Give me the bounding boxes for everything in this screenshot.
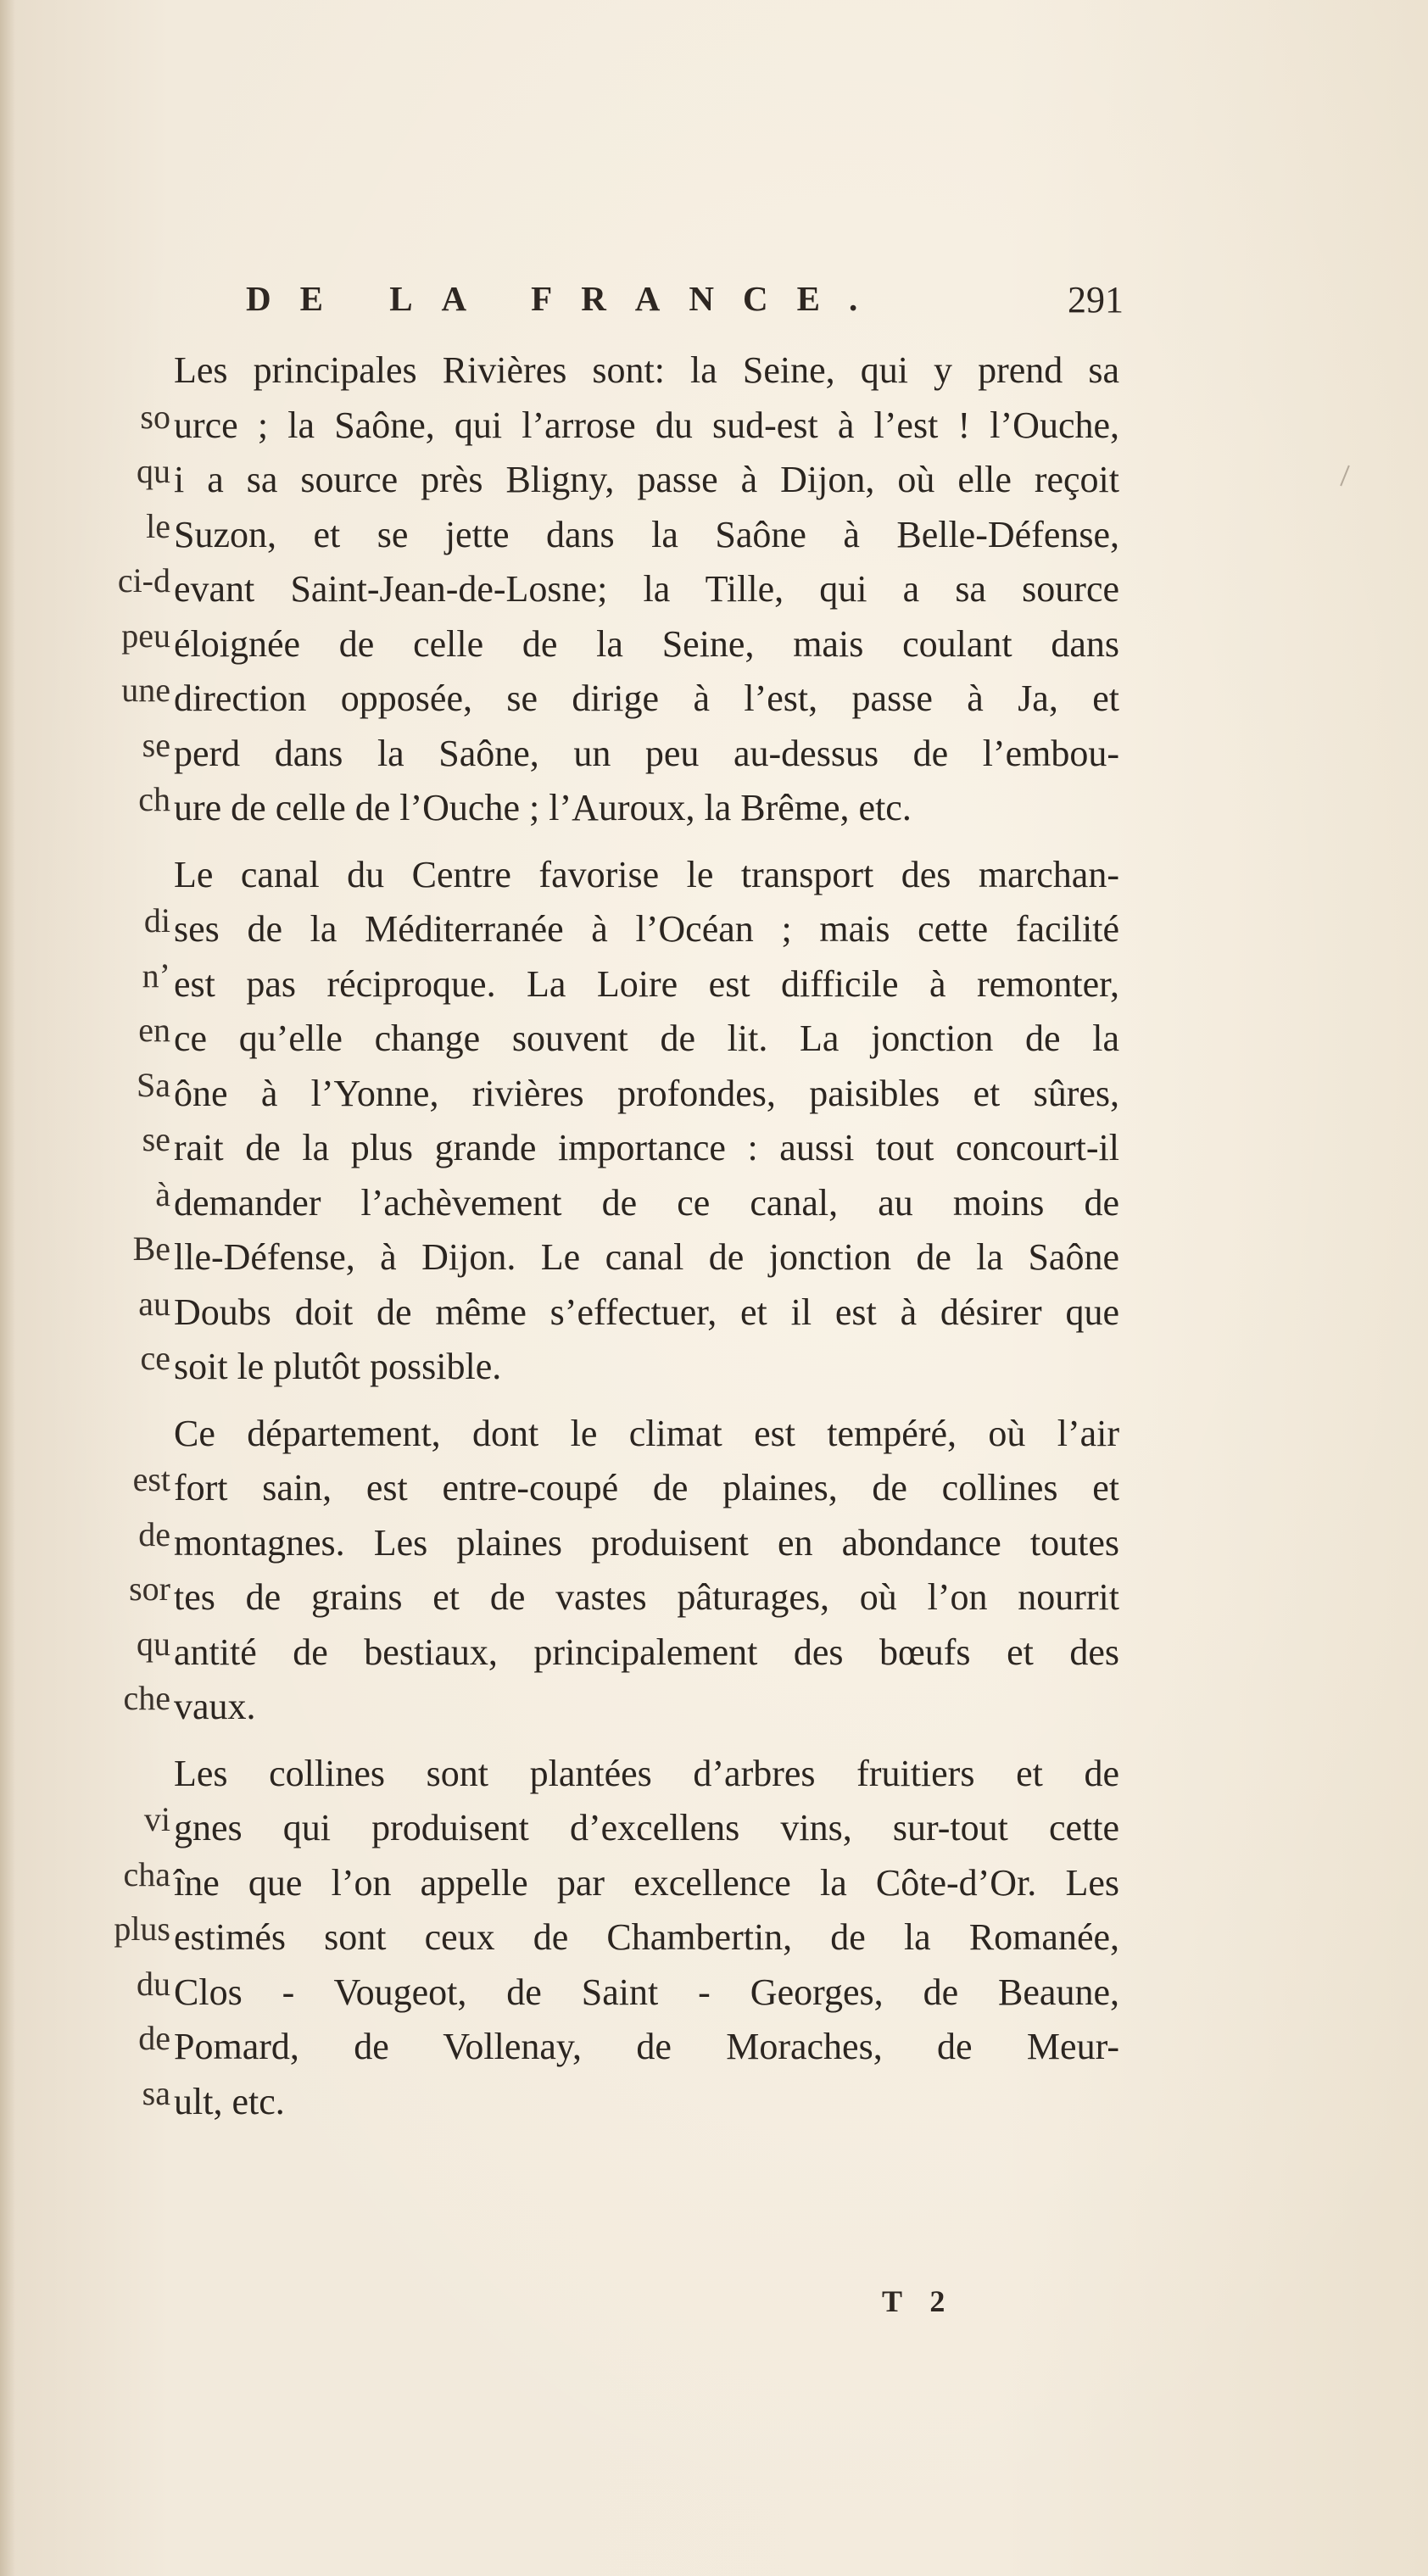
text-line xyxy=(25,781,1128,836)
line-text: Suzon, et se jette dans la Saône à Belle-Défense, xyxy=(174,513,1119,555)
margin-fragment: de xyxy=(138,1514,170,1553)
margin-fragment: au xyxy=(138,1284,170,1323)
page-number: 291 xyxy=(1068,279,1124,321)
page-gutter-shadow xyxy=(0,0,15,2576)
line-text: antité de bestiaux, principalement des bœufs et des xyxy=(174,1631,1119,1673)
text-line xyxy=(25,672,1128,727)
line-text: urce ; la Saône, qui l’arrose du sud-est à l’est ! l’Ouche, xyxy=(174,404,1119,446)
margin-fragment: se xyxy=(142,725,170,764)
line-text: evant Saint-Jean-de-Losne; la Tille, qui a sa source xyxy=(174,568,1119,610)
text-line xyxy=(25,617,1128,672)
margin-fragment: di xyxy=(143,901,170,940)
line-text: fort sain, est entre-coupé de plaines, de collines et xyxy=(174,1467,1119,1508)
line-text: gnes qui produisent d’excellens vins, sur-tout cette xyxy=(174,1807,1119,1848)
margin-fragment: en xyxy=(138,1011,170,1049)
text-line xyxy=(25,1801,1128,1856)
text-line xyxy=(25,562,1128,617)
running-title: DE LA FRANCE. xyxy=(246,279,887,318)
margin-fragment: sa xyxy=(142,2073,170,2112)
margin-fragment: qu xyxy=(137,452,170,490)
line-text: tes de grains et de vastes pâturages, où l’on nourrit xyxy=(174,1576,1119,1618)
margin-fragment: à xyxy=(155,1174,170,1213)
text-line xyxy=(25,1461,1128,1516)
paragraph-gap xyxy=(25,836,1128,848)
text-line xyxy=(25,1230,1128,1285)
margin-fragment: so xyxy=(140,397,170,436)
margin-fragment: peu xyxy=(121,616,170,655)
page-header xyxy=(246,278,1124,329)
text-line xyxy=(25,848,1128,903)
line-text: Le canal du Centre favorise le transport des marchan- xyxy=(174,853,1119,895)
text-line xyxy=(25,1910,1128,1965)
line-text: ure de celle de l’Ouche ; l’Auroux, la Brême, etc. xyxy=(174,787,912,828)
text-line xyxy=(25,1747,1128,1802)
line-text: direction opposée, se dirige à l’est, passe à Ja, et xyxy=(174,677,1119,719)
text-line xyxy=(25,343,1128,399)
margin-fragment: sor xyxy=(129,1570,170,1608)
line-text: vaux. xyxy=(174,1686,256,1727)
margin-fragment: che xyxy=(123,1679,170,1717)
margin-fragment: Sa xyxy=(137,1065,170,1104)
margin-fragment: qu xyxy=(137,1624,170,1663)
line-text: ône à l’Yonne, rivières profondes, paisibles et sûres, xyxy=(174,1072,1119,1114)
line-text: rait de la plus grande importance : aussi tout concourt-il xyxy=(174,1127,1119,1168)
text-line xyxy=(25,1067,1128,1122)
line-text: Les principales Rivières sont: la Seine, qui y prend sa xyxy=(174,349,1119,391)
text-line xyxy=(25,1285,1128,1341)
ink-speck xyxy=(1340,466,1350,487)
margin-fragment: ci-d xyxy=(117,561,170,599)
text-line xyxy=(25,508,1128,563)
margin-fragment: est xyxy=(132,1460,170,1498)
text-line xyxy=(25,902,1128,957)
text-line xyxy=(25,1570,1128,1625)
text-line xyxy=(25,2075,1128,2130)
margin-fragment: de xyxy=(138,2019,170,2057)
margin-fragment: ch xyxy=(138,780,170,818)
text-line xyxy=(25,1516,1128,1571)
line-text: soit le plutôt possible. xyxy=(174,1346,502,1387)
line-text: lle-Défense, à Dijon. Le canal de jonction de la Saône xyxy=(174,1236,1119,1278)
line-text: perd dans la Saône, un peu au-dessus de l’embou- xyxy=(174,732,1119,774)
line-text: éloignée de celle de la Seine, mais coulant dans xyxy=(174,622,1119,665)
text-line xyxy=(25,2020,1128,2075)
text-line xyxy=(25,1856,1128,1911)
text-line xyxy=(25,1965,1128,2021)
margin-fragment: se xyxy=(142,1120,170,1158)
text-line xyxy=(25,1680,1128,1735)
text-line xyxy=(25,1121,1128,1176)
margin-fragment: du xyxy=(137,1964,170,2003)
text-line xyxy=(25,1407,1128,1462)
text-line xyxy=(25,1340,1128,1395)
margin-fragment: cha xyxy=(123,1854,170,1893)
margin-fragment: ce xyxy=(140,1339,170,1377)
margin-fragment: vi xyxy=(143,1800,170,1838)
line-text: ce qu’elle change souvent de lit. La jonction de la xyxy=(174,1018,1119,1059)
margin-fragment: Be xyxy=(132,1229,170,1268)
line-text: ses de la Méditerranée à l’Océan ; mais cette facilité xyxy=(174,908,1119,950)
line-text: Pomard, de Vollenay, de Moraches, de Meur- xyxy=(174,2026,1119,2067)
body-text xyxy=(25,343,1128,2251)
line-text: demander l’achèvement de ce canal, au moins de xyxy=(174,1181,1119,1224)
line-text: Ce département, dont le climat est tempéré, où l’air xyxy=(174,1412,1119,1454)
line-text: Clos - Vougeot, de Saint - Georges, de Beaune, xyxy=(174,1971,1119,2013)
text-line xyxy=(25,727,1128,782)
margin-fragment: plus xyxy=(114,1910,170,1948)
margin-fragment: le xyxy=(146,506,170,545)
text-line xyxy=(25,399,1128,454)
line-text: Les collines sont plantées d’arbres fruitiers et de xyxy=(174,1752,1119,1794)
line-text: i a sa source près Bligny, passe à Dijon, où elle reçoit xyxy=(174,459,1119,500)
margin-fragment: n’ xyxy=(142,956,170,995)
margin-fragment: une xyxy=(121,671,170,709)
text-line xyxy=(25,1012,1128,1067)
text-line xyxy=(25,957,1128,1012)
text-line xyxy=(25,1176,1128,1231)
paragraph-gap xyxy=(25,1395,1128,1407)
signature-mark: T 2 xyxy=(882,2284,956,2318)
line-text: Doubs doit de même s’effectuer, et il est à désirer que xyxy=(174,1291,1119,1333)
paragraph-gap xyxy=(25,1735,1128,1747)
line-text: estimés sont ceux de Chambertin, de la Romanée, xyxy=(174,1916,1119,1958)
line-text: montagnes. Les plaines produisent en abondance toutes xyxy=(174,1521,1119,1564)
text-line xyxy=(25,453,1128,508)
line-text: est pas réciproque. La Loire est difficile à remonter, xyxy=(174,962,1119,1005)
line-text: îne que l’on appelle par excellence la Côte-d’Or. Les xyxy=(174,1861,1119,1904)
text-line xyxy=(25,1625,1128,1681)
line-text: ult, etc. xyxy=(174,2080,285,2122)
